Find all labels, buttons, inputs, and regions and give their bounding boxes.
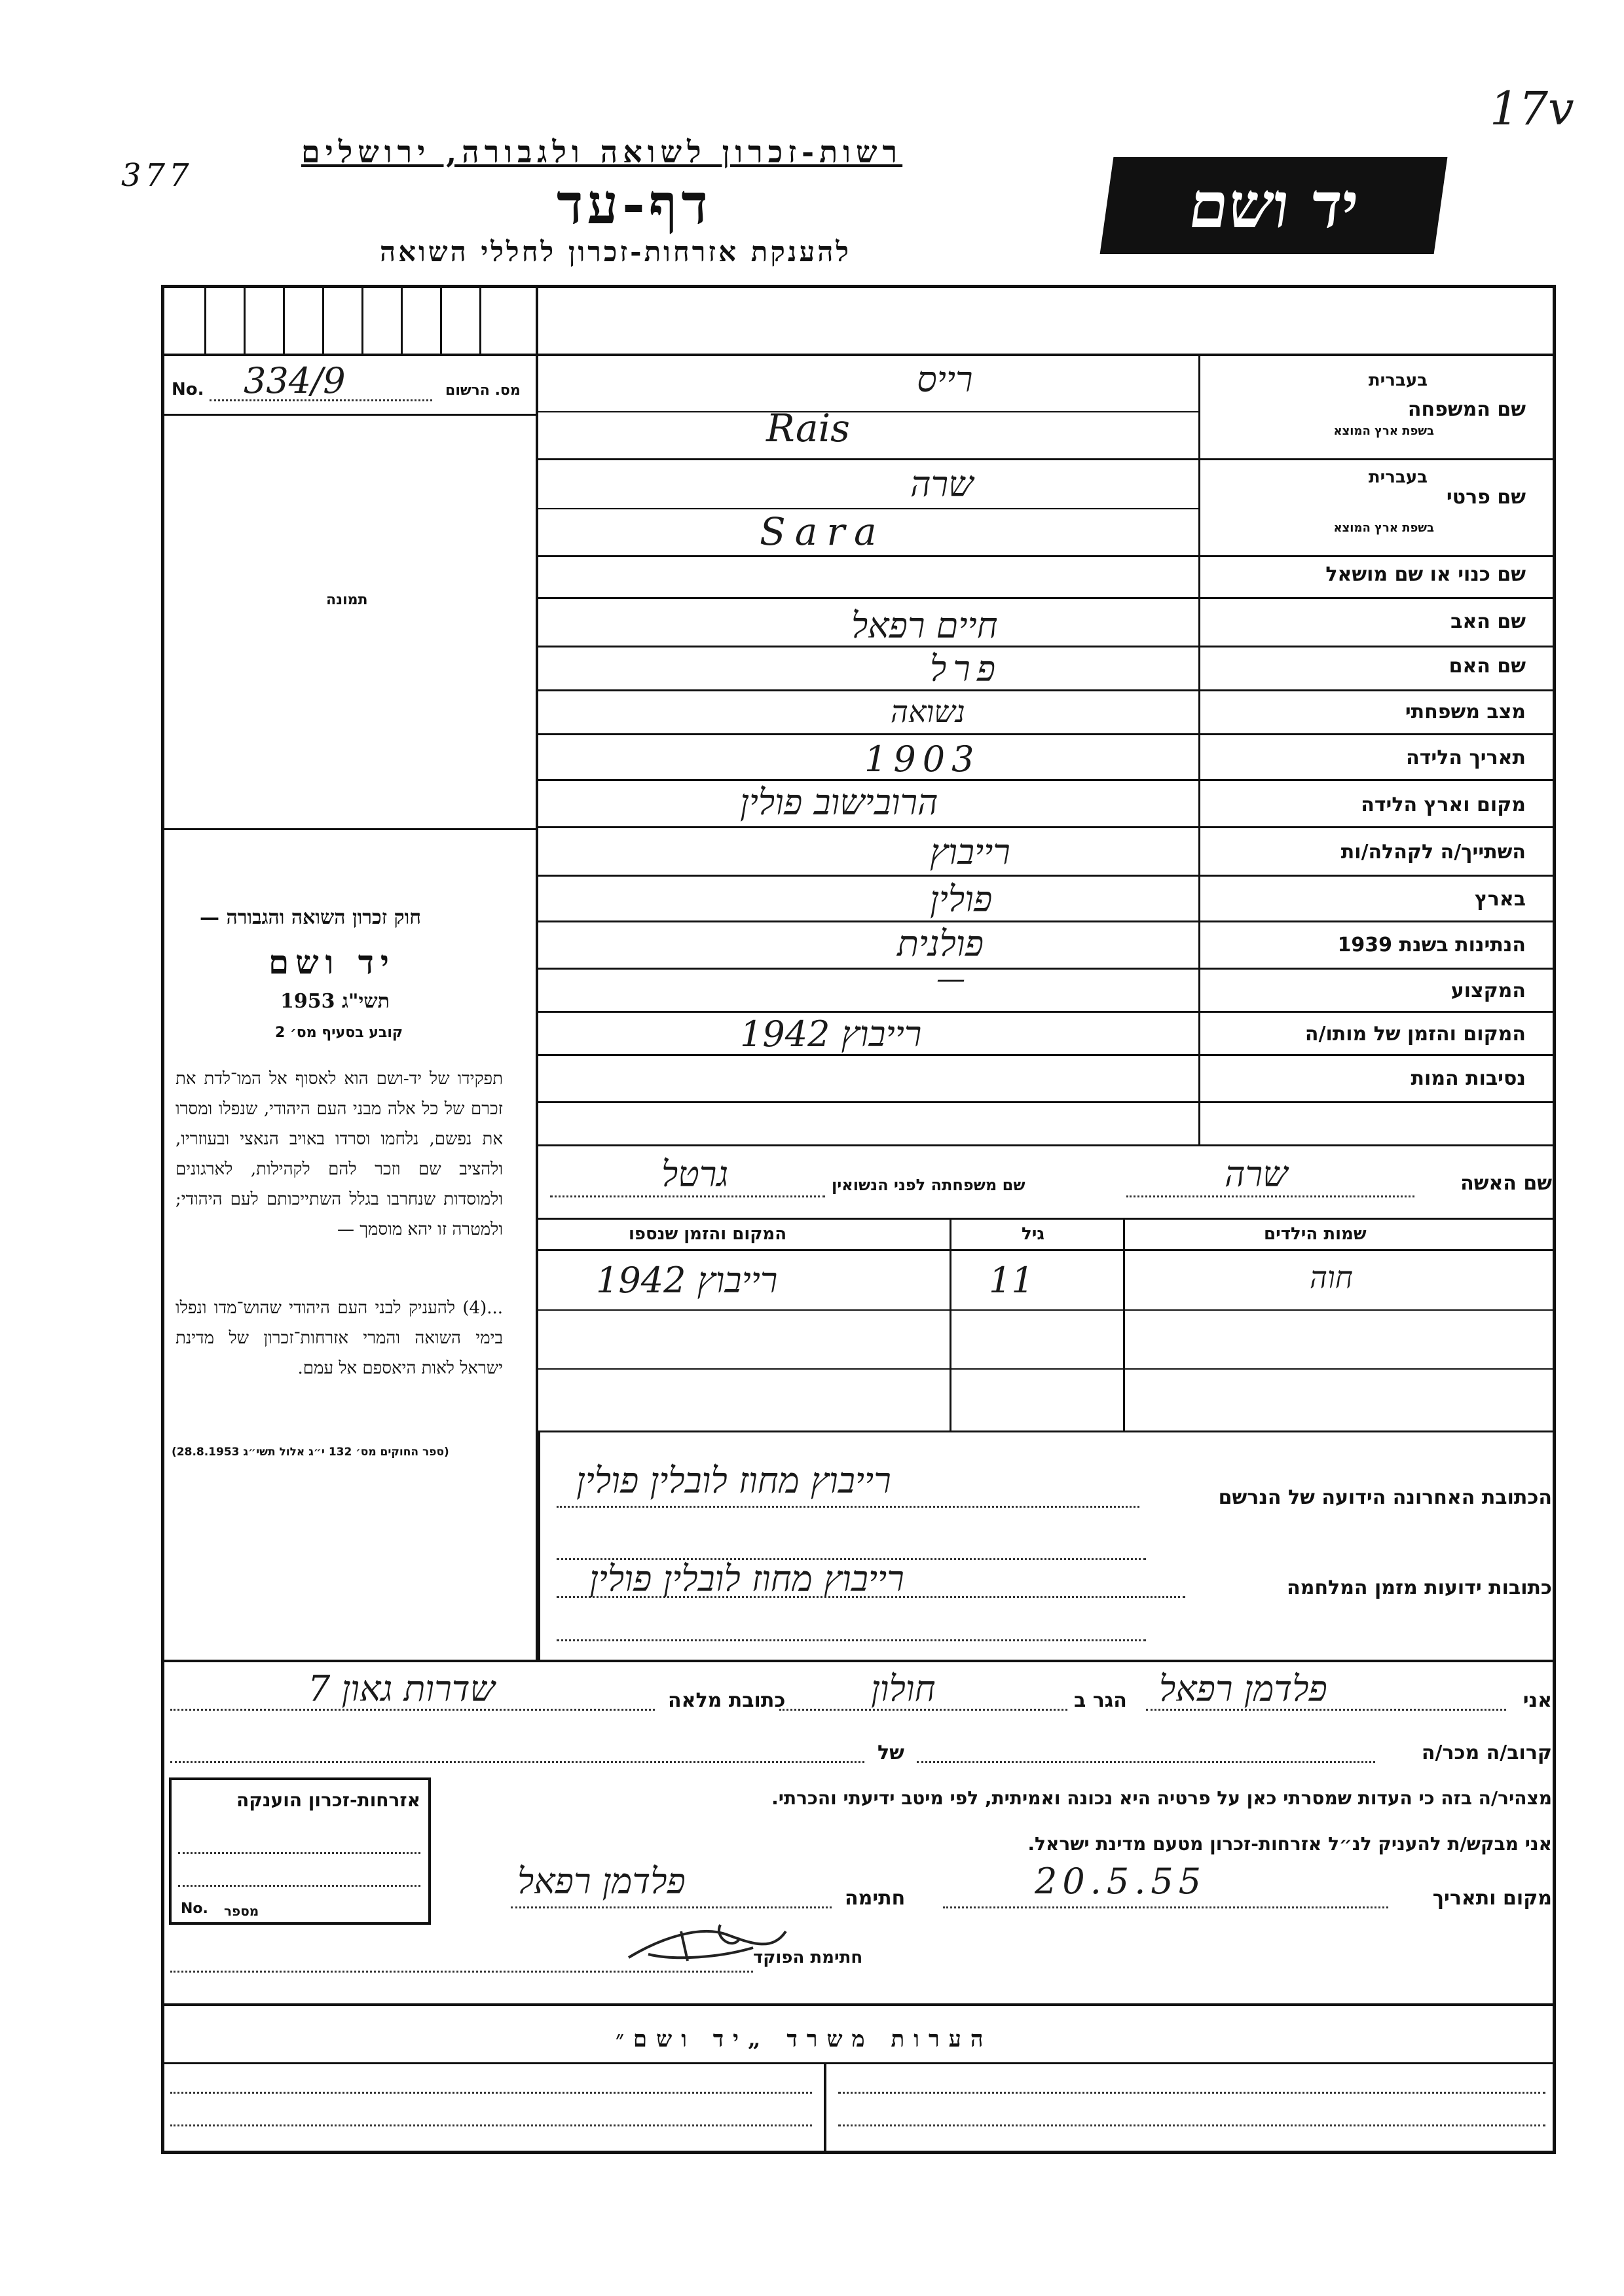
profession-label: המקצוע xyxy=(1450,979,1526,1002)
community-label: השתייך/ה לקהלה/ות xyxy=(1340,841,1526,864)
children-header-names: שמות הילדים xyxy=(1264,1224,1367,1244)
country-value: פולין xyxy=(930,879,993,920)
firstname-hebrew-label: בעברית xyxy=(1368,467,1428,487)
citizenship-value: פולנית xyxy=(897,923,984,964)
birthdate-value: 1903 xyxy=(864,738,981,780)
surname-hebrew-label: בעברית xyxy=(1368,371,1428,390)
surname-latin-value: Rais xyxy=(766,406,850,450)
law-source: (ספר החוקים מס׳ 132 י״ג אלול תשי״ג 28.8.1953) xyxy=(172,1446,449,1459)
children-header-age: גיל xyxy=(1022,1224,1045,1244)
table-row: רייבוץ 1942 xyxy=(596,1260,778,1301)
table-row: 11 xyxy=(989,1260,1034,1301)
circumstances-label: נסיבות המות xyxy=(1411,1067,1526,1090)
reg-no-label: No. xyxy=(172,380,204,399)
war-address-value: רייבוץ מחוז לובלין פולין xyxy=(589,1558,904,1599)
law-clause: קובע בסעיף מס׳ 2 xyxy=(275,1025,403,1041)
children-header-place: המקום והזמן שנספו xyxy=(629,1224,787,1244)
registration-number: 334/9 xyxy=(244,360,346,401)
maiden-value: גרטל xyxy=(661,1154,729,1195)
frame-right xyxy=(1553,285,1556,2154)
signature-label: חתימה xyxy=(845,1887,906,1910)
reg-label: מס. הרשום xyxy=(445,382,521,399)
firstname-latin-value: Sara xyxy=(760,509,886,554)
full-address-label: כתובת מלאה xyxy=(668,1689,786,1712)
law-heading: חוק זכרון השואה והגבורה — xyxy=(200,906,421,929)
last-address-label: הכתובת האחרונה הידועה של הנרשם xyxy=(1218,1486,1552,1509)
community-value: רייבוץ xyxy=(930,831,1010,873)
declarant-address: שדרות גאון 7 xyxy=(308,1668,495,1709)
birthplace-label: מקום וארץ הלידה xyxy=(1361,793,1526,816)
stamp-number: 377 xyxy=(121,157,193,194)
citizenship-box-number-label: מספר xyxy=(224,1903,259,1919)
surname-label: שם המשפחה xyxy=(1407,398,1526,421)
country-label: בארץ xyxy=(1474,888,1526,911)
profession-value: — xyxy=(936,962,965,996)
wife-label: שם האשה xyxy=(1460,1172,1552,1195)
birthdate-label: תאריך הלידה xyxy=(1406,746,1526,769)
of-label: של xyxy=(877,1741,904,1764)
authority-line: רשות-זכרון לשואה ולגבורה, ירושלים xyxy=(301,134,903,170)
death-label: המקום והזמן של מותו/ה xyxy=(1304,1023,1526,1046)
signature-value: פלדמן רפאל xyxy=(517,1861,686,1902)
nickname-label: שם כנוי או שם מושאל xyxy=(1325,563,1526,586)
citizenship-box-title: אזרחות-זכרון הוענקה xyxy=(236,1789,420,1811)
officer-label: חתימת הפוקד xyxy=(753,1948,863,1967)
firstname-label: שם פרטי xyxy=(1446,486,1526,509)
form-title: דף-עד xyxy=(557,172,712,236)
place-date-label: מקום ותאריך xyxy=(1432,1887,1552,1910)
father-label: שם האב xyxy=(1450,610,1526,633)
birthplace-value: הרובישוב פולין xyxy=(740,782,938,823)
declaration-text: מצהיר/ה בזה כי העדות שמסרתי כאן על פרטיה היא נכונה ואמיתית, לפי מיטב ידיעתי והכרתי. xyxy=(771,1787,1552,1809)
surname-hebrew-value: רייס xyxy=(917,359,973,400)
citizenship-label: הנתינות בשנת 1939 xyxy=(1337,934,1526,957)
lives-label: הגר ב xyxy=(1074,1689,1127,1712)
declarant-city: חולון xyxy=(871,1668,936,1709)
father-value: חיים רפאל xyxy=(851,605,998,646)
maiden-label: שם משפחתה לפני הנשואין xyxy=(832,1176,1025,1194)
law-title: יד ושם xyxy=(268,943,396,981)
war-address-label: כתובות ידועות מזמן המלחמה xyxy=(1287,1576,1552,1599)
photo-label: תמונה xyxy=(326,592,368,608)
wife-value: שרה xyxy=(1225,1154,1288,1195)
yad-vashem-logo: יד ושם xyxy=(1100,157,1448,254)
firstname-hebrew-value: שרה xyxy=(910,464,974,505)
law-text-1: תפקידו של יד-ושם הוא לאסוף אל המו־לדת את זכרם של כל אלה מבני העם היהודי, שנפלו ומסרו את נפשם, נלחמו וסרדו באויב הנאצי ובעוזריו, ולהציב שם וזכר להם לקהילות, לארגונים ולמוסדות שנחרבו בגלל השתייכותם לעם היהודי; ולמטרה זו יהא מוסמך — xyxy=(175,1069,503,1239)
corner-note: 17v xyxy=(1490,82,1574,136)
mother-value: פרל xyxy=(930,648,1003,689)
firstname-origin-label: בשפת ארץ המוצא xyxy=(1333,521,1434,535)
law-year: תשי"ג 1953 xyxy=(280,990,390,1013)
frame-bottom xyxy=(161,2151,1556,2154)
law-text-2: ...(4) להעניק לבני העם היהודי שהוש־מדו ונפלו בימי השואה והמרי אזרחות־זכרון של מדינת ישראל לאות היאספם אל עמם. xyxy=(175,1298,503,1378)
request-text: אני מבקש/ת להעניק לנ״ל אזרחות-זכרון מטעם מדינת ישראל. xyxy=(1027,1833,1552,1855)
frame-top xyxy=(161,285,1556,288)
i-label: אני xyxy=(1522,1689,1552,1712)
table-row: חוה xyxy=(1310,1260,1353,1295)
citizenship-box-no: No. xyxy=(181,1901,208,1917)
date-value: 20.5.55 xyxy=(1035,1861,1207,1902)
death-value: רייבוץ 1942 xyxy=(740,1013,922,1055)
declarant-name: פלדמן רפאל xyxy=(1159,1668,1327,1709)
form-subtitle: להענקת אזרחות-זכרון לחללי השואה xyxy=(380,236,852,268)
relative-label: קרוב/ה מכר/ה xyxy=(1421,1741,1552,1764)
mother-label: שם האם xyxy=(1449,655,1526,678)
marital-value: נשואה xyxy=(891,694,965,729)
surname-origin-label: בשפת ארץ המוצא xyxy=(1333,424,1434,438)
office-notes-title: הערות משרד „יד ושם״ xyxy=(616,2026,993,2052)
frame-left xyxy=(161,285,164,2154)
last-address-value: רייבוץ מחוז לובלין פולין xyxy=(576,1460,891,1501)
marital-label: מצב משפחתי xyxy=(1405,701,1526,723)
citizenship-granted-box xyxy=(169,1777,431,1925)
